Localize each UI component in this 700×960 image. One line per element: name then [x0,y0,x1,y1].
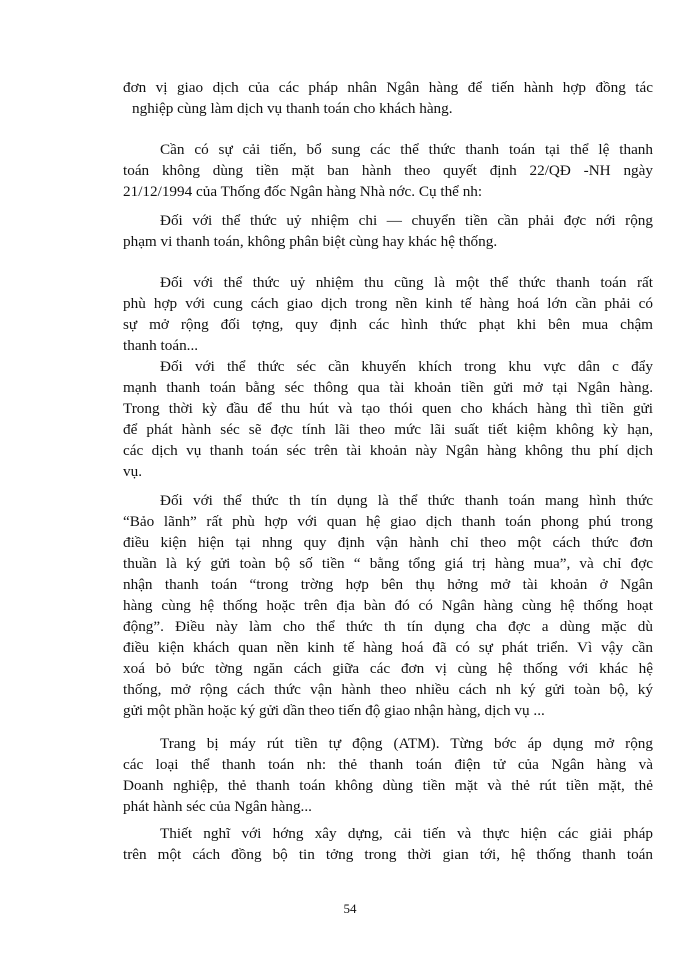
text-line: thống, mở rộng cách thức vận hành theo nhiều cách nh ký gửi toàn bộ, ký [123,681,653,698]
text-line: hàng cùng hệ thống hoặc trên địa bàn đó có Ngân hàng cùng hệ thống hoạt [123,597,653,614]
text-line: nghiệp cùng làm dịch vụ thanh toán cho khách hàng. [132,100,453,117]
text-line: Trang bị máy rút tiền tự động (ATM). Từng bớc áp dụng mở rộng [160,735,653,752]
text-line: Doanh nghiệp, thẻ thanh toán không dùng tiền mặt và thẻ rút tiền mặt, thẻ [123,777,653,794]
text-line: mạnh thanh toán bằng séc thông qua tài khoản tiền gửi mở tại Ngân hàng. [123,379,653,396]
text-line: động”. Điều này làm cho thể thức th tín dụng cha đợc a dùng mặc dù [123,618,653,635]
text-line: thanh toán... [123,337,199,354]
text-line: các loại thể thanh toán nh: thẻ thanh toán điện tử của Ngân hàng và [123,756,653,773]
text-line: phạm vi thanh toán, không phân biệt cùng hay khác hệ thống. [123,233,498,250]
text-line: sự mở rộng đối tợng, quy định các hình thức phạt khi bên mua chậm [123,316,653,333]
text-line: Đối với thể thức uỷ nhiệm thu cũng là một thể thức thanh toán rất [160,274,653,291]
paragraph-6 [123,490,653,721]
text-line: phù hợp với cung cách giao dịch trong nền kinh tế hàng hoá lớn cần phải có [123,295,653,312]
text-line: gửi một phần hoặc ký gửi dần theo tiến độ giao nhận hàng, dịch vụ ... [123,702,545,719]
text-line: nhận thanh toán “trong trờng hợp bên thụ hởng mở tài khoản ở Ngân [123,576,653,593]
text-line: Thiết nghĩ với hớng xây dựng, cải tiến và thực hiện các giải pháp [160,825,653,842]
text-line: điều kiện hiện tại nhng quy định vận hành chỉ theo một cách thức đơn [123,534,653,551]
text-line: các dịch vụ thanh toán séc trên tài khoản này Ngân hàng không thu phí dịch [123,442,653,459]
text-line: đơn vị giao dịch của các pháp nhân Ngân hàng để tiến hành hợp đồng tác [123,79,653,96]
text-line: Đối với thể thức uỷ nhiệm chi — chuyển tiền cần phải đợc nới rộng [160,212,653,229]
text-line: toán không dùng tiền mặt ban hành theo quyết định 22/QĐ -NH ngày [123,162,653,179]
text-line: trên một cách đồng bộ tin tởng trong thời gian tới, hệ thống thanh toán [123,846,653,863]
paragraph-4 [123,272,653,356]
paragraph-5 [123,356,653,482]
text-line: thuần là ký gửi toàn bộ số tiền “ bằng tổng giá trị hàng mua”, và chỉ đợc [123,555,653,572]
text-line: phát hành séc của Ngân hàng... [123,798,312,815]
page-number: 54 [343,901,357,916]
text-line: vụ. [123,463,142,480]
text-line: điều kiện khách quan nền kinh tế hàng hoá đã có sự phát triển. Vì vậy cần [123,639,653,656]
text-line: “Bảo lãnh” rất phù hợp với quan hệ giao dịch thanh toán phong phú trong [123,513,653,530]
paragraph-3 [123,210,653,252]
paragraph-1 [123,77,653,119]
paragraph-7 [123,733,653,817]
paragraph-8 [123,823,653,865]
text-line: để phát hành séc sẽ đợc tính lãi theo mức lãi suất tiết kiệm không kỳ hạn, [123,421,653,438]
text-line: Trong thời kỳ đầu để thu hút và tạo thói quen cho khách hàng thì tiền gửi [123,400,653,417]
text-line: Đối với thể thức th tín dụng là thể thức thanh toán mang hình thức [160,492,653,509]
paragraph-2 [123,139,653,202]
text-line: Cần có sự cải tiến, bổ sung các thể thức thanh toán tại thể lệ thanh [160,141,653,158]
text-line: Đối với thể thức séc cần khuyến khích trong khu vực dân c đẩy [160,358,653,375]
text-line: 21/12/1994 của Thống đốc Ngân hàng Nhà nớc. Cụ thể nh: [123,183,483,200]
text-line: xoá bỏ bức tờng ngăn cách giữa các đơn vị cùng hệ thống với khác hệ [123,660,653,677]
